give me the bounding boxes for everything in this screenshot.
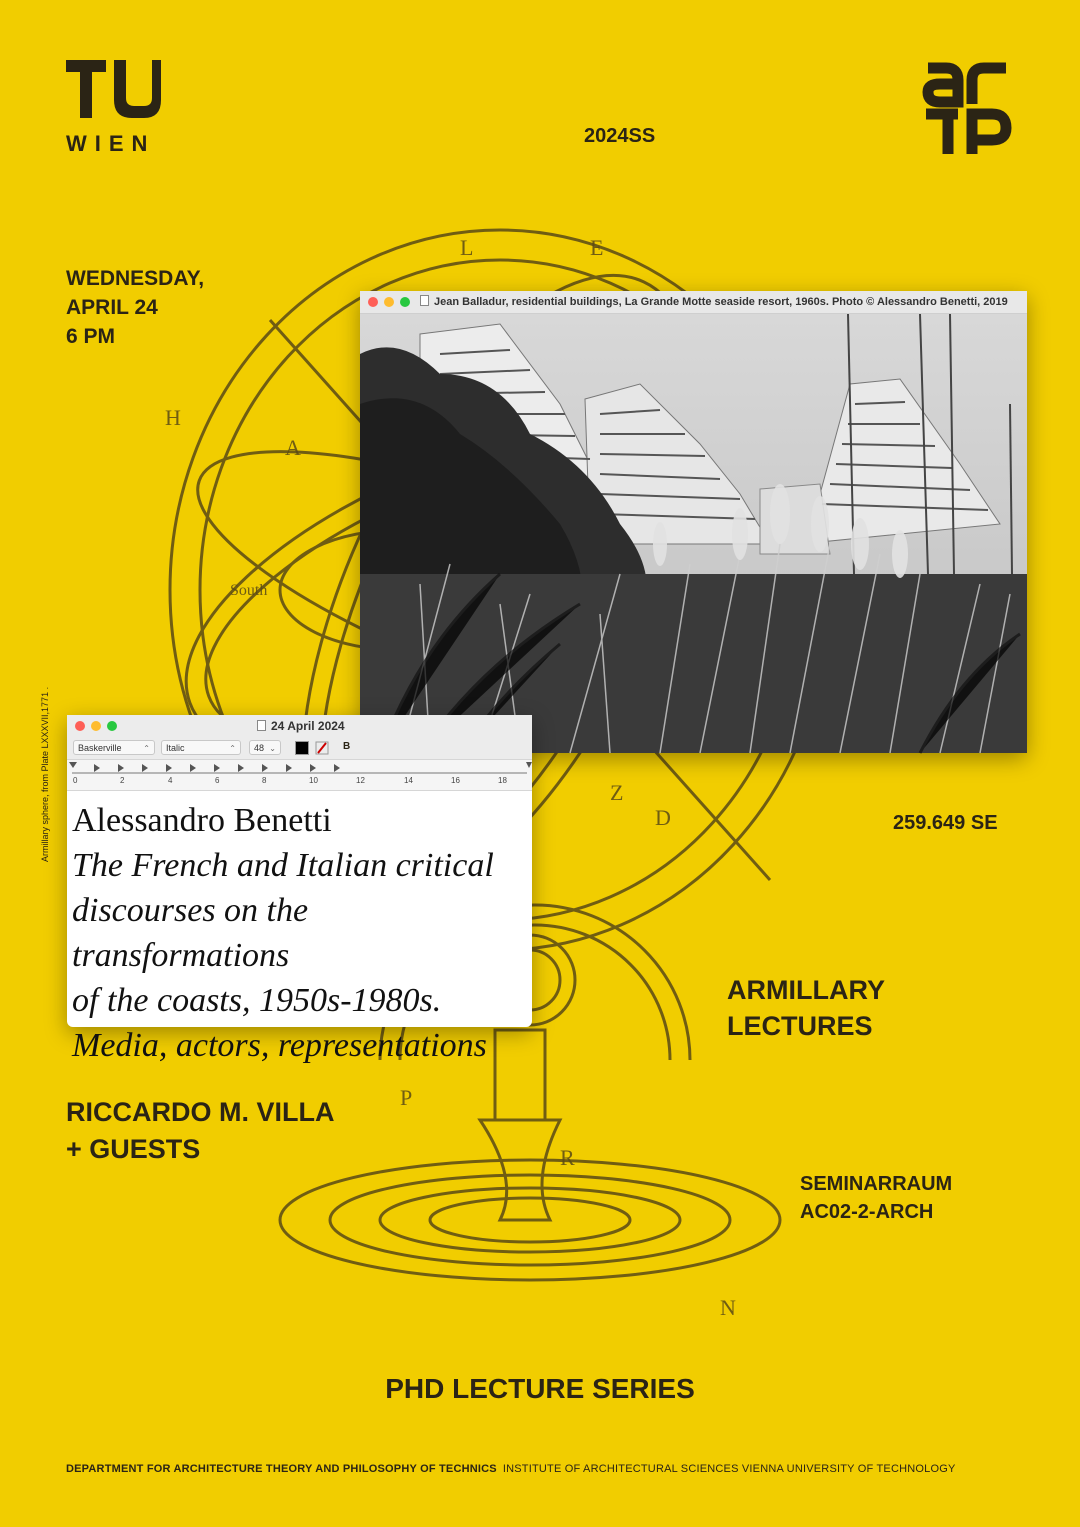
event-date	[66, 264, 204, 351]
lecture-title-line: Media, actors, representations	[72, 1027, 487, 1064]
svg-text:South: South	[230, 582, 268, 599]
ruler-number: 12	[356, 776, 365, 785]
arp-logo	[922, 58, 1012, 156]
font-size-value: 48	[254, 743, 265, 753]
footer-institute: INSTITUTE OF ARCHITECTURAL SCIENCES VIENNA UNIVERSITY OF TECHNOLOGY	[502, 1463, 956, 1475]
ruler-number: 14	[404, 776, 413, 785]
svg-text:P: P	[400, 1085, 413, 1110]
svg-text:A: A	[285, 435, 301, 460]
svg-text:D: D	[655, 805, 671, 830]
ruler-number: 0	[73, 776, 78, 785]
lecture-title-line: discourses on the transformations	[72, 892, 309, 974]
font-style-select[interactable]	[161, 740, 241, 755]
text-color-icon[interactable]	[315, 741, 329, 755]
minimize-dot-icon[interactable]	[384, 297, 394, 307]
svg-text:H: H	[165, 405, 181, 430]
ruler-number: 18	[498, 776, 507, 785]
svg-text:R: R	[560, 1145, 575, 1170]
photo-viewer-window[interactable]	[360, 291, 1027, 753]
venue-line: SEMINARRAUM	[800, 1173, 953, 1195]
document-icon	[257, 720, 266, 731]
close-dot-icon[interactable]	[75, 721, 85, 731]
host-guests: + GUESTS	[66, 1134, 201, 1164]
text-color-well[interactable]	[295, 741, 309, 755]
footer	[66, 1463, 956, 1475]
venue-line: AC02-2-ARCH	[800, 1201, 934, 1223]
phd-lecture-series-label: PHD LECTURE SERIES	[385, 1373, 695, 1404]
font-family-select[interactable]	[73, 740, 155, 755]
editor-titlebar[interactable]	[67, 715, 532, 737]
lecture-title-line: The French and Italian critical	[72, 847, 494, 884]
lecture-author: Alessandro Benetti	[72, 802, 332, 839]
chevron-down-icon: ⌄	[269, 744, 276, 753]
photo-window-titlebar[interactable]	[360, 291, 1027, 314]
ruler-number: 8	[262, 776, 267, 785]
close-dot-icon[interactable]	[368, 297, 378, 307]
series-title-line: ARMILLARY	[727, 975, 885, 1005]
ruler-number: 2	[120, 776, 125, 785]
zoom-dot-icon[interactable]	[400, 297, 410, 307]
minimize-dot-icon[interactable]	[91, 721, 101, 731]
svg-text:E: E	[590, 235, 604, 260]
tu-logo-mark-icon	[66, 60, 161, 118]
ruler-number: 10	[309, 776, 318, 785]
series-title-line: LECTURES	[727, 1011, 873, 1041]
font-style-value: Italic	[166, 743, 185, 753]
host-name: RICCARDO M. VILLA	[66, 1097, 335, 1127]
room-number: 259.649 SE	[893, 812, 998, 834]
ruler-number: 6	[215, 776, 220, 785]
chevron-down-icon: ⌃	[143, 744, 150, 753]
svg-text:L: L	[460, 235, 474, 260]
zoom-dot-icon[interactable]	[107, 721, 117, 731]
svg-text:Z: Z	[610, 780, 624, 805]
event-time: 6 PM	[66, 325, 116, 348]
event-day: APRIL 24	[66, 296, 158, 319]
photo-window-title-text: Jean Balladur, residential buildings, La Grande Motte seaside resort, 1960s. Photo © Alessandro Benetti, 2019	[434, 296, 1008, 308]
event-weekday: WEDNESDAY,	[66, 267, 205, 290]
document-icon	[420, 295, 429, 306]
footer-department: DEPARTMENT FOR ARCHITECTURE THEORY AND PHILOSOPHY OF TECHNICS	[66, 1463, 497, 1475]
text-editor-window[interactable]	[67, 715, 532, 1064]
editor-title	[257, 719, 345, 733]
chevron-down-icon: ⌃	[229, 744, 236, 753]
host	[66, 1094, 334, 1168]
lecture-title-line: of the coasts, 1950s-1980s.	[72, 982, 442, 1019]
image-caption: Armillary sphere, from Plate LXXXVII,1771 .	[40, 686, 50, 862]
ruler-number: 16	[451, 776, 460, 785]
tu-wien-logo	[66, 60, 161, 118]
font-family-value: Baskerville	[78, 743, 122, 753]
photo-window-title	[420, 295, 1017, 308]
editor-title-text: 24 April 2024	[271, 719, 345, 733]
editor-ruler[interactable]	[67, 760, 532, 791]
bold-button[interactable]: B	[343, 741, 351, 752]
ruler-ticks	[67, 760, 532, 790]
editor-document-body[interactable]	[67, 791, 532, 1068]
ruler-number: 4	[168, 776, 173, 785]
series-title	[727, 972, 885, 1044]
editor-toolbar	[67, 737, 532, 760]
font-size-select[interactable]	[249, 740, 281, 755]
tu-wien-wordmark: WIEN	[66, 131, 156, 156]
venue	[800, 1170, 952, 1226]
svg-text:N: N	[720, 1295, 736, 1320]
semester-label: 2024SS	[584, 125, 656, 147]
la-grande-motte-photo	[360, 314, 1027, 753]
